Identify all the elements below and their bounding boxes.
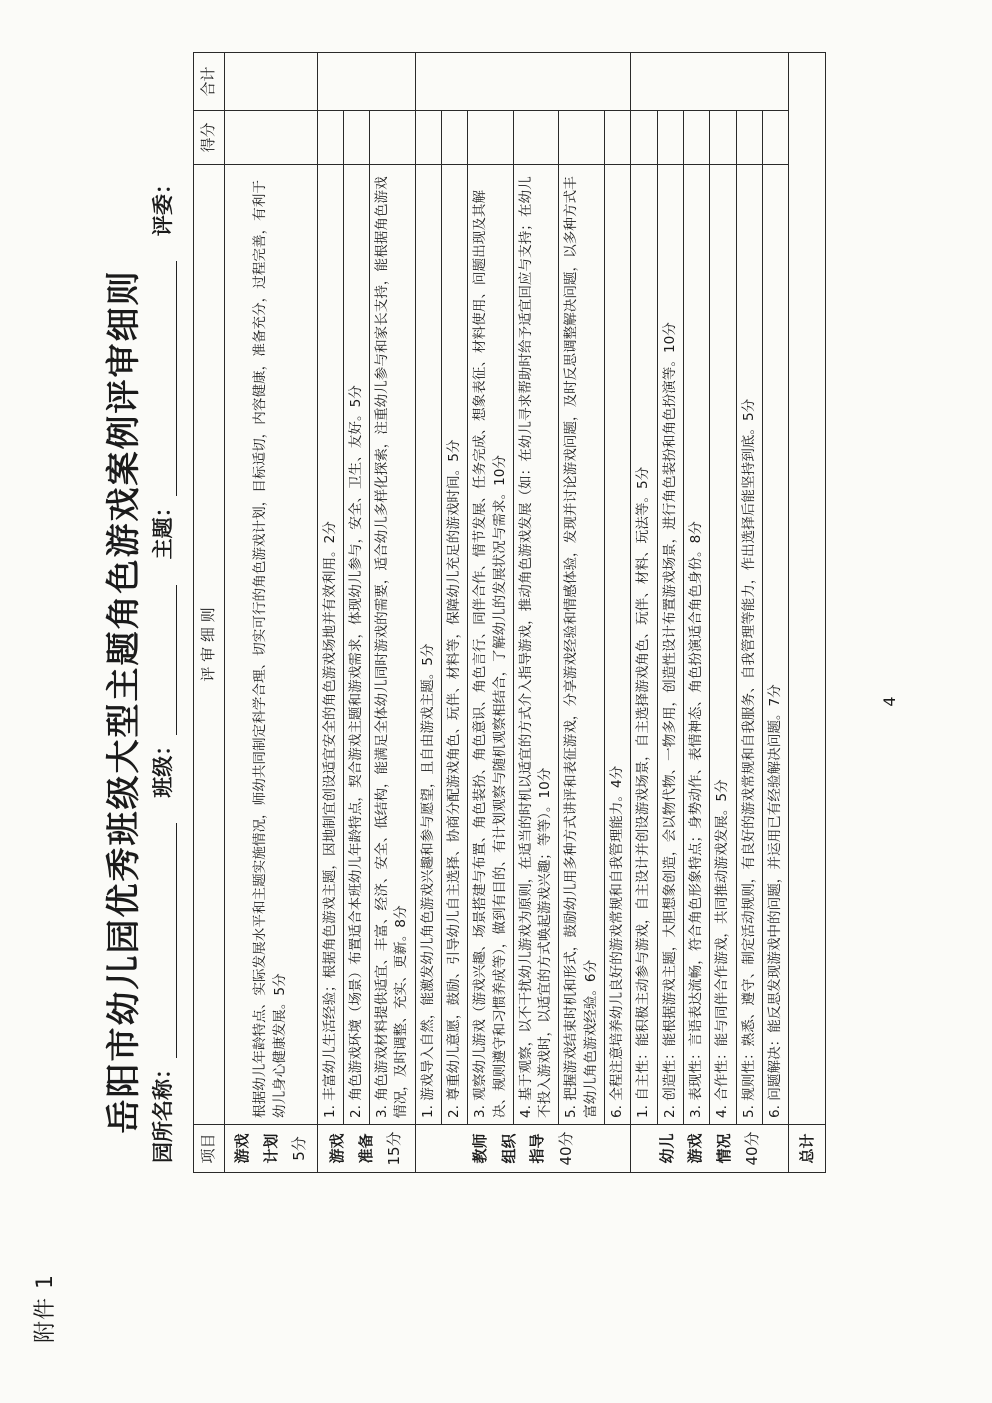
criteria-cell: 1. 游戏导入自然，能激发幼儿角色游戏兴趣和参与愿望，且自由游戏主题。5分 bbox=[415, 165, 441, 1125]
score-cell[interactable] bbox=[710, 111, 736, 165]
table-row bbox=[631, 53, 657, 1173]
section-name-line: 指导 bbox=[528, 1133, 547, 1164]
section-total-cell[interactable] bbox=[225, 53, 318, 111]
section-name-line: 幼儿 bbox=[657, 1133, 676, 1164]
criteria-cell: 4. 合作性：能与同伴合作游戏，共同推动游戏发展。5分 bbox=[710, 165, 736, 1125]
section-name-cell bbox=[225, 1125, 318, 1173]
score-cell[interactable] bbox=[343, 111, 369, 165]
table-row bbox=[370, 53, 416, 1173]
table-row bbox=[343, 53, 369, 1173]
criteria-cell: 1. 丰富幼儿生活经验；根据角色游戏主题，因地制宜创设适宜安全的角色游戏场地并有效利用。2分 bbox=[317, 165, 343, 1125]
score-cell[interactable] bbox=[736, 111, 762, 165]
criteria-cell: 1. 自主性：能积极主动参与游戏，自主设计并创设游戏场景，自主选择游戏角色、玩伴、材料、玩法等。5分 bbox=[631, 165, 657, 1125]
header-item: 项目 bbox=[194, 1125, 225, 1173]
score-cell[interactable] bbox=[415, 111, 441, 165]
table-row bbox=[559, 53, 605, 1173]
header-total: 合计 bbox=[194, 53, 225, 111]
score-cell[interactable] bbox=[225, 111, 318, 165]
criteria-cell: 5. 规则性：熟悉、遵守、制定活动规则，有良好的游戏常规和自我服务、自我管理等能力，作出选择后能坚持到底。5分 bbox=[736, 165, 762, 1125]
class-field[interactable] bbox=[156, 585, 177, 735]
section-total-cell[interactable] bbox=[317, 53, 415, 111]
theme-field[interactable] bbox=[156, 261, 177, 496]
score-cell[interactable] bbox=[605, 111, 631, 165]
criteria-cell: 2. 角色游戏环境（场景）布置适合本班幼儿年龄特点，契合游戏主题和游戏需求，体现幼儿参与，安全、卫生、友好。5分 bbox=[343, 165, 369, 1125]
table-row bbox=[762, 53, 788, 1173]
section-points: 40分 bbox=[556, 1131, 575, 1166]
page-number: 4 bbox=[880, 696, 899, 707]
section-name-cell bbox=[317, 1125, 415, 1173]
theme-label: 主题： bbox=[151, 496, 175, 560]
score-cell[interactable] bbox=[370, 111, 416, 165]
score-cell[interactable] bbox=[513, 111, 559, 165]
criteria-cell: 2. 创造性：能根据游戏主题，大胆想象创造，会以物代物、一物多用，创造性设计布置游戏场景，进行角色装扮和角色扮演等。10分 bbox=[657, 165, 683, 1125]
page-title: 岳阳市幼儿园优秀班级大型主题角色游戏案例评审细则 bbox=[104, 269, 144, 1134]
criteria-table bbox=[193, 52, 826, 1173]
school-label: 园所名称： bbox=[151, 1058, 175, 1163]
table-body bbox=[225, 53, 826, 1173]
section-name-line: 游戏 bbox=[686, 1133, 705, 1164]
section-name-cell bbox=[631, 1125, 789, 1173]
school-field[interactable] bbox=[156, 823, 177, 1058]
table-row bbox=[657, 53, 683, 1173]
table-row bbox=[225, 53, 318, 1173]
criteria-cell: 3. 表现性：言语表达流畅，符合角色形象特点；身势动作、表情神态、角色扮演适合角色身份。8分 bbox=[683, 165, 709, 1125]
section-total-cell[interactable] bbox=[631, 53, 789, 111]
criteria-cell: 根据幼儿年龄特点、实际发展水平和主题实施情况，师幼共同制定科学合理、切实可行的角色游戏计划，目标适切，内容健康，准备充分，过程完善，有利于幼儿身心健康发展。5分 bbox=[225, 165, 318, 1125]
criteria-cell: 4. 基于观察，以不干扰幼儿游戏为原则，在适当的时机以适宜的方式介入指导游戏，推动角色游戏发展（如：在幼儿寻求帮助时给予适宜回应与支持；在幼儿不投入游戏时，以适宜的方式唤起游戏兴趣；等等）。10分 bbox=[513, 165, 559, 1125]
table-row bbox=[317, 53, 343, 1173]
table-row bbox=[683, 53, 709, 1173]
section-total-cell[interactable] bbox=[415, 53, 631, 111]
header-score: 得分 bbox=[194, 111, 225, 165]
section-points: 40分 bbox=[743, 1131, 762, 1166]
grand-total-row bbox=[789, 53, 826, 1173]
score-cell[interactable] bbox=[762, 111, 788, 165]
attachment-label: 附件 1 bbox=[33, 1274, 58, 1343]
header-criteria: 评 审 细 则 bbox=[194, 165, 225, 1125]
judge-label: 评委： bbox=[151, 173, 175, 237]
score-cell[interactable] bbox=[559, 111, 605, 165]
section-name-line: 准备 bbox=[356, 1133, 375, 1164]
score-cell[interactable] bbox=[468, 111, 514, 165]
section-name-line: 游戏 bbox=[233, 1133, 251, 1164]
table-row bbox=[736, 53, 762, 1173]
criteria-cell: 6. 全程注意培养幼儿良好的游戏常规和自我管理能力。4分 bbox=[605, 165, 631, 1125]
criteria-cell: 2. 尊重幼儿意愿，鼓励、引导幼儿自主选择、协商分配游戏角色、玩伴、材料等，保障幼儿充足的游戏时间。5分 bbox=[441, 165, 467, 1125]
criteria-cell: 5. 把握游戏结束时机和形式，鼓励幼儿用多种方式讲评和表征游戏，分享游戏经验和情感体验，发现并讨论游戏问题，及时反思调整解决问题，以多种方式丰富幼儿角色游戏经验。6分 bbox=[559, 165, 605, 1125]
table-row bbox=[605, 53, 631, 1173]
section-name-line: 教师 bbox=[471, 1133, 490, 1164]
grand-total-value-cell[interactable] bbox=[789, 53, 826, 1125]
section-name-line: 游戏 bbox=[328, 1133, 347, 1164]
score-cell[interactable] bbox=[683, 111, 709, 165]
section-points: 15分 bbox=[385, 1131, 404, 1166]
criteria-cell: 6. 问题解决：能反思发现游戏中的问题，并运用已有经验解决问题。7分 bbox=[762, 165, 788, 1125]
score-cell[interactable] bbox=[631, 111, 657, 165]
table-row bbox=[441, 53, 467, 1173]
score-cell[interactable] bbox=[317, 111, 343, 165]
criteria-cell: 3. 观察幼儿游戏（游戏兴趣、场景搭建与布置、角色装扮、角色意识、角色言行、同伴合作、情节发展、任务完成、想象表征、材料使用、问题出现及其解决、规则遵守和习惯养成等），做到有目的、有计划观察与随机观察相结合，了解幼儿的发展状况与需求。10分 bbox=[468, 165, 514, 1125]
table-header-row bbox=[194, 53, 225, 1173]
table-row bbox=[710, 53, 736, 1173]
criteria-cell: 3. 角色游戏材料提供适宜、丰富、经济、安全、低结构，能满足全体幼儿同时游戏的需要，适合幼儿多样化探索，注重幼儿参与和家长支持，能根据角色游戏情况，及时调整、充实、更新。8分 bbox=[370, 165, 416, 1125]
section-name-cell bbox=[415, 1125, 631, 1173]
section-name-line: 情况 bbox=[714, 1133, 733, 1164]
table-row bbox=[415, 53, 441, 1173]
section-name-line: 组织 bbox=[499, 1133, 518, 1164]
section-name-line: 计划 bbox=[261, 1133, 280, 1164]
table-row bbox=[468, 53, 514, 1173]
score-cell[interactable] bbox=[441, 111, 467, 165]
table-row bbox=[513, 53, 559, 1173]
class-label: 班级： bbox=[151, 734, 175, 798]
grand-total-label: 总计 bbox=[789, 1125, 826, 1173]
score-cell[interactable] bbox=[657, 111, 683, 165]
section-points: 5分 bbox=[290, 1136, 308, 1161]
form-fields-line bbox=[147, 173, 177, 1163]
